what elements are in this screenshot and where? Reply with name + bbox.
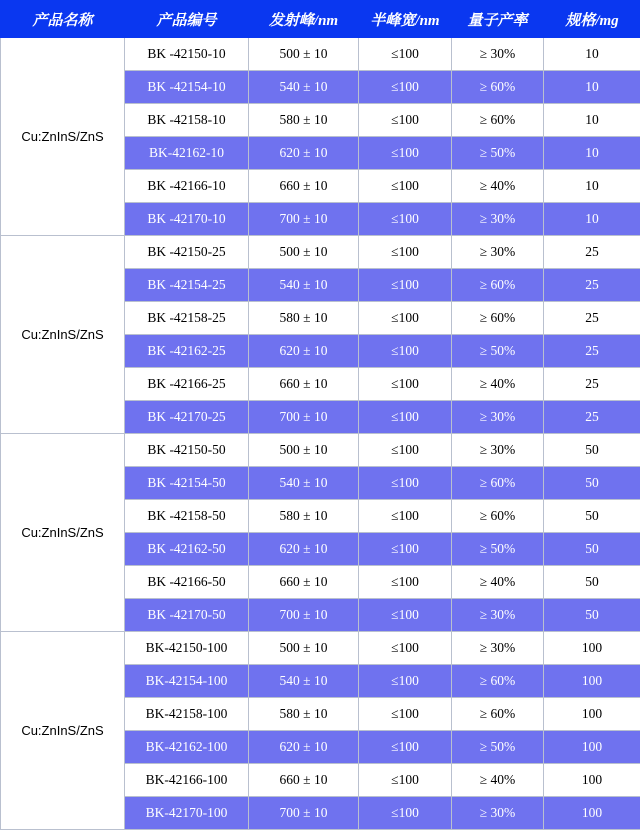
spec-cell: 10: [544, 203, 640, 236]
spec-cell: 100: [544, 698, 640, 731]
spec-cell: 10: [544, 38, 640, 71]
spec-cell: 100: [544, 665, 640, 698]
column-header-product-code: 产品编号: [125, 1, 249, 38]
fwhm-cell: ≤100: [359, 71, 452, 104]
fwhm-cell: ≤100: [359, 599, 452, 632]
emission-peak-cell: 660 ± 10: [249, 764, 359, 797]
emission-peak-cell: 700 ± 10: [249, 599, 359, 632]
product-code-cell: BK -42166-10: [125, 170, 249, 203]
product-code-cell: BK -42150-50: [125, 434, 249, 467]
product-code-cell: BK -42154-10: [125, 71, 249, 104]
quantum-yield-cell: ≥ 60%: [452, 467, 544, 500]
fwhm-cell: ≤100: [359, 203, 452, 236]
fwhm-cell: ≤100: [359, 467, 452, 500]
product-name-cell: Cu:ZnInS/ZnS: [1, 632, 125, 830]
emission-peak-cell: 700 ± 10: [249, 401, 359, 434]
quantum-yield-cell: ≥ 30%: [452, 599, 544, 632]
quantum-yield-cell: ≥ 40%: [452, 170, 544, 203]
emission-peak-cell: 500 ± 10: [249, 38, 359, 71]
fwhm-cell: ≤100: [359, 335, 452, 368]
emission-peak-cell: 620 ± 10: [249, 137, 359, 170]
spec-cell: 100: [544, 797, 640, 830]
quantum-yield-cell: ≥ 50%: [452, 731, 544, 764]
table-row: [1, 632, 640, 665]
quantum-yield-cell: ≥ 30%: [452, 797, 544, 830]
emission-peak-cell: 700 ± 10: [249, 797, 359, 830]
emission-peak-cell: 660 ± 10: [249, 368, 359, 401]
product-code-cell: BK-42158-100: [125, 698, 249, 731]
product-code-cell: BK -42154-25: [125, 269, 249, 302]
spec-cell: 25: [544, 401, 640, 434]
fwhm-cell: ≤100: [359, 38, 452, 71]
quantum-yield-cell: ≥ 30%: [452, 632, 544, 665]
quantum-yield-cell: ≥ 30%: [452, 203, 544, 236]
spec-cell: 100: [544, 632, 640, 665]
product-name-cell: Cu:ZnInS/ZnS: [1, 434, 125, 632]
quantum-yield-cell: ≥ 50%: [452, 533, 544, 566]
quantum-yield-cell: ≥ 60%: [452, 269, 544, 302]
quantum-yield-cell: ≥ 40%: [452, 566, 544, 599]
product-code-cell: BK -42158-50: [125, 500, 249, 533]
spec-cell: 25: [544, 269, 640, 302]
spec-cell: 25: [544, 368, 640, 401]
table-row: [1, 236, 640, 269]
product-code-cell: BK-42150-100: [125, 632, 249, 665]
emission-peak-cell: 540 ± 10: [249, 269, 359, 302]
fwhm-cell: ≤100: [359, 566, 452, 599]
spec-cell: 25: [544, 335, 640, 368]
column-header-spec: 规格/mg: [544, 1, 640, 38]
product-code-cell: BK -42170-10: [125, 203, 249, 236]
fwhm-cell: ≤100: [359, 137, 452, 170]
spec-cell: 25: [544, 236, 640, 269]
emission-peak-cell: 620 ± 10: [249, 335, 359, 368]
table-header: [1, 1, 640, 38]
emission-peak-cell: 500 ± 10: [249, 434, 359, 467]
quantum-yield-cell: ≥ 40%: [452, 764, 544, 797]
column-header-quantum-yield: 量子产率: [452, 1, 544, 38]
fwhm-cell: ≤100: [359, 632, 452, 665]
quantum-yield-cell: ≥ 50%: [452, 137, 544, 170]
emission-peak-cell: 580 ± 10: [249, 104, 359, 137]
emission-peak-cell: 500 ± 10: [249, 236, 359, 269]
quantum-yield-cell: ≥ 60%: [452, 302, 544, 335]
quantum-yield-cell: ≥ 60%: [452, 104, 544, 137]
fwhm-cell: ≤100: [359, 368, 452, 401]
emission-peak-cell: 500 ± 10: [249, 632, 359, 665]
emission-peak-cell: 580 ± 10: [249, 698, 359, 731]
product-code-cell: BK -42158-10: [125, 104, 249, 137]
emission-peak-cell: 660 ± 10: [249, 170, 359, 203]
spec-cell: 10: [544, 71, 640, 104]
emission-peak-cell: 580 ± 10: [249, 302, 359, 335]
spec-cell: 25: [544, 302, 640, 335]
quantum-yield-cell: ≥ 30%: [452, 38, 544, 71]
emission-peak-cell: 700 ± 10: [249, 203, 359, 236]
spec-cell: 100: [544, 731, 640, 764]
quantum-yield-cell: ≥ 60%: [452, 71, 544, 104]
quantum-yield-cell: ≥ 50%: [452, 335, 544, 368]
product-code-cell: BK -42150-25: [125, 236, 249, 269]
quantum-yield-cell: ≥ 60%: [452, 665, 544, 698]
spec-cell: 50: [544, 599, 640, 632]
quantum-yield-cell: ≥ 40%: [452, 368, 544, 401]
table-header-row: [1, 1, 640, 38]
fwhm-cell: ≤100: [359, 170, 452, 203]
fwhm-cell: ≤100: [359, 104, 452, 137]
column-header-fwhm: 半峰宽/nm: [359, 1, 452, 38]
emission-peak-cell: 620 ± 10: [249, 533, 359, 566]
product-code-cell: BK -42150-10: [125, 38, 249, 71]
quantum-yield-cell: ≥ 30%: [452, 434, 544, 467]
fwhm-cell: ≤100: [359, 533, 452, 566]
product-code-cell: BK -42154-50: [125, 467, 249, 500]
spec-cell: 100: [544, 764, 640, 797]
spec-cell: 10: [544, 104, 640, 137]
fwhm-cell: ≤100: [359, 731, 452, 764]
product-code-cell: BK-42162-10: [125, 137, 249, 170]
spec-cell: 50: [544, 500, 640, 533]
quantum-yield-cell: ≥ 60%: [452, 500, 544, 533]
table-row: [1, 434, 640, 467]
spec-cell: 50: [544, 533, 640, 566]
product-code-cell: BK -42170-25: [125, 401, 249, 434]
emission-peak-cell: 540 ± 10: [249, 467, 359, 500]
product-code-cell: BK-42162-100: [125, 731, 249, 764]
product-name-cell: Cu:ZnInS/ZnS: [1, 236, 125, 434]
spec-cell: 10: [544, 170, 640, 203]
spec-cell: 50: [544, 434, 640, 467]
fwhm-cell: ≤100: [359, 797, 452, 830]
emission-peak-cell: 620 ± 10: [249, 731, 359, 764]
emission-peak-cell: 660 ± 10: [249, 566, 359, 599]
emission-peak-cell: 580 ± 10: [249, 500, 359, 533]
fwhm-cell: ≤100: [359, 698, 452, 731]
spec-cell: 50: [544, 566, 640, 599]
fwhm-cell: ≤100: [359, 434, 452, 467]
quantum-yield-cell: ≥ 60%: [452, 698, 544, 731]
product-code-cell: BK -42170-50: [125, 599, 249, 632]
table-body: [1, 38, 640, 830]
spec-cell: 50: [544, 467, 640, 500]
emission-peak-cell: 540 ± 10: [249, 71, 359, 104]
fwhm-cell: ≤100: [359, 401, 452, 434]
product-code-cell: BK -42158-25: [125, 302, 249, 335]
product-code-cell: BK -42166-25: [125, 368, 249, 401]
fwhm-cell: ≤100: [359, 665, 452, 698]
fwhm-cell: ≤100: [359, 500, 452, 533]
product-code-cell: BK -42166-50: [125, 566, 249, 599]
product-code-cell: BK -42162-25: [125, 335, 249, 368]
product-code-cell: BK-42154-100: [125, 665, 249, 698]
fwhm-cell: ≤100: [359, 764, 452, 797]
product-code-cell: BK-42170-100: [125, 797, 249, 830]
table-row: [1, 38, 640, 71]
product-code-cell: BK-42166-100: [125, 764, 249, 797]
fwhm-cell: ≤100: [359, 302, 452, 335]
column-header-emission-peak: 发射峰/nm: [249, 1, 359, 38]
product-code-cell: BK -42162-50: [125, 533, 249, 566]
quantum-yield-cell: ≥ 30%: [452, 401, 544, 434]
spec-cell: 10: [544, 137, 640, 170]
quantum-yield-cell: ≥ 30%: [452, 236, 544, 269]
fwhm-cell: ≤100: [359, 236, 452, 269]
product-name-cell: Cu:ZnInS/ZnS: [1, 38, 125, 236]
column-header-product-name: 产品名称: [1, 1, 125, 38]
fwhm-cell: ≤100: [359, 269, 452, 302]
emission-peak-cell: 540 ± 10: [249, 665, 359, 698]
